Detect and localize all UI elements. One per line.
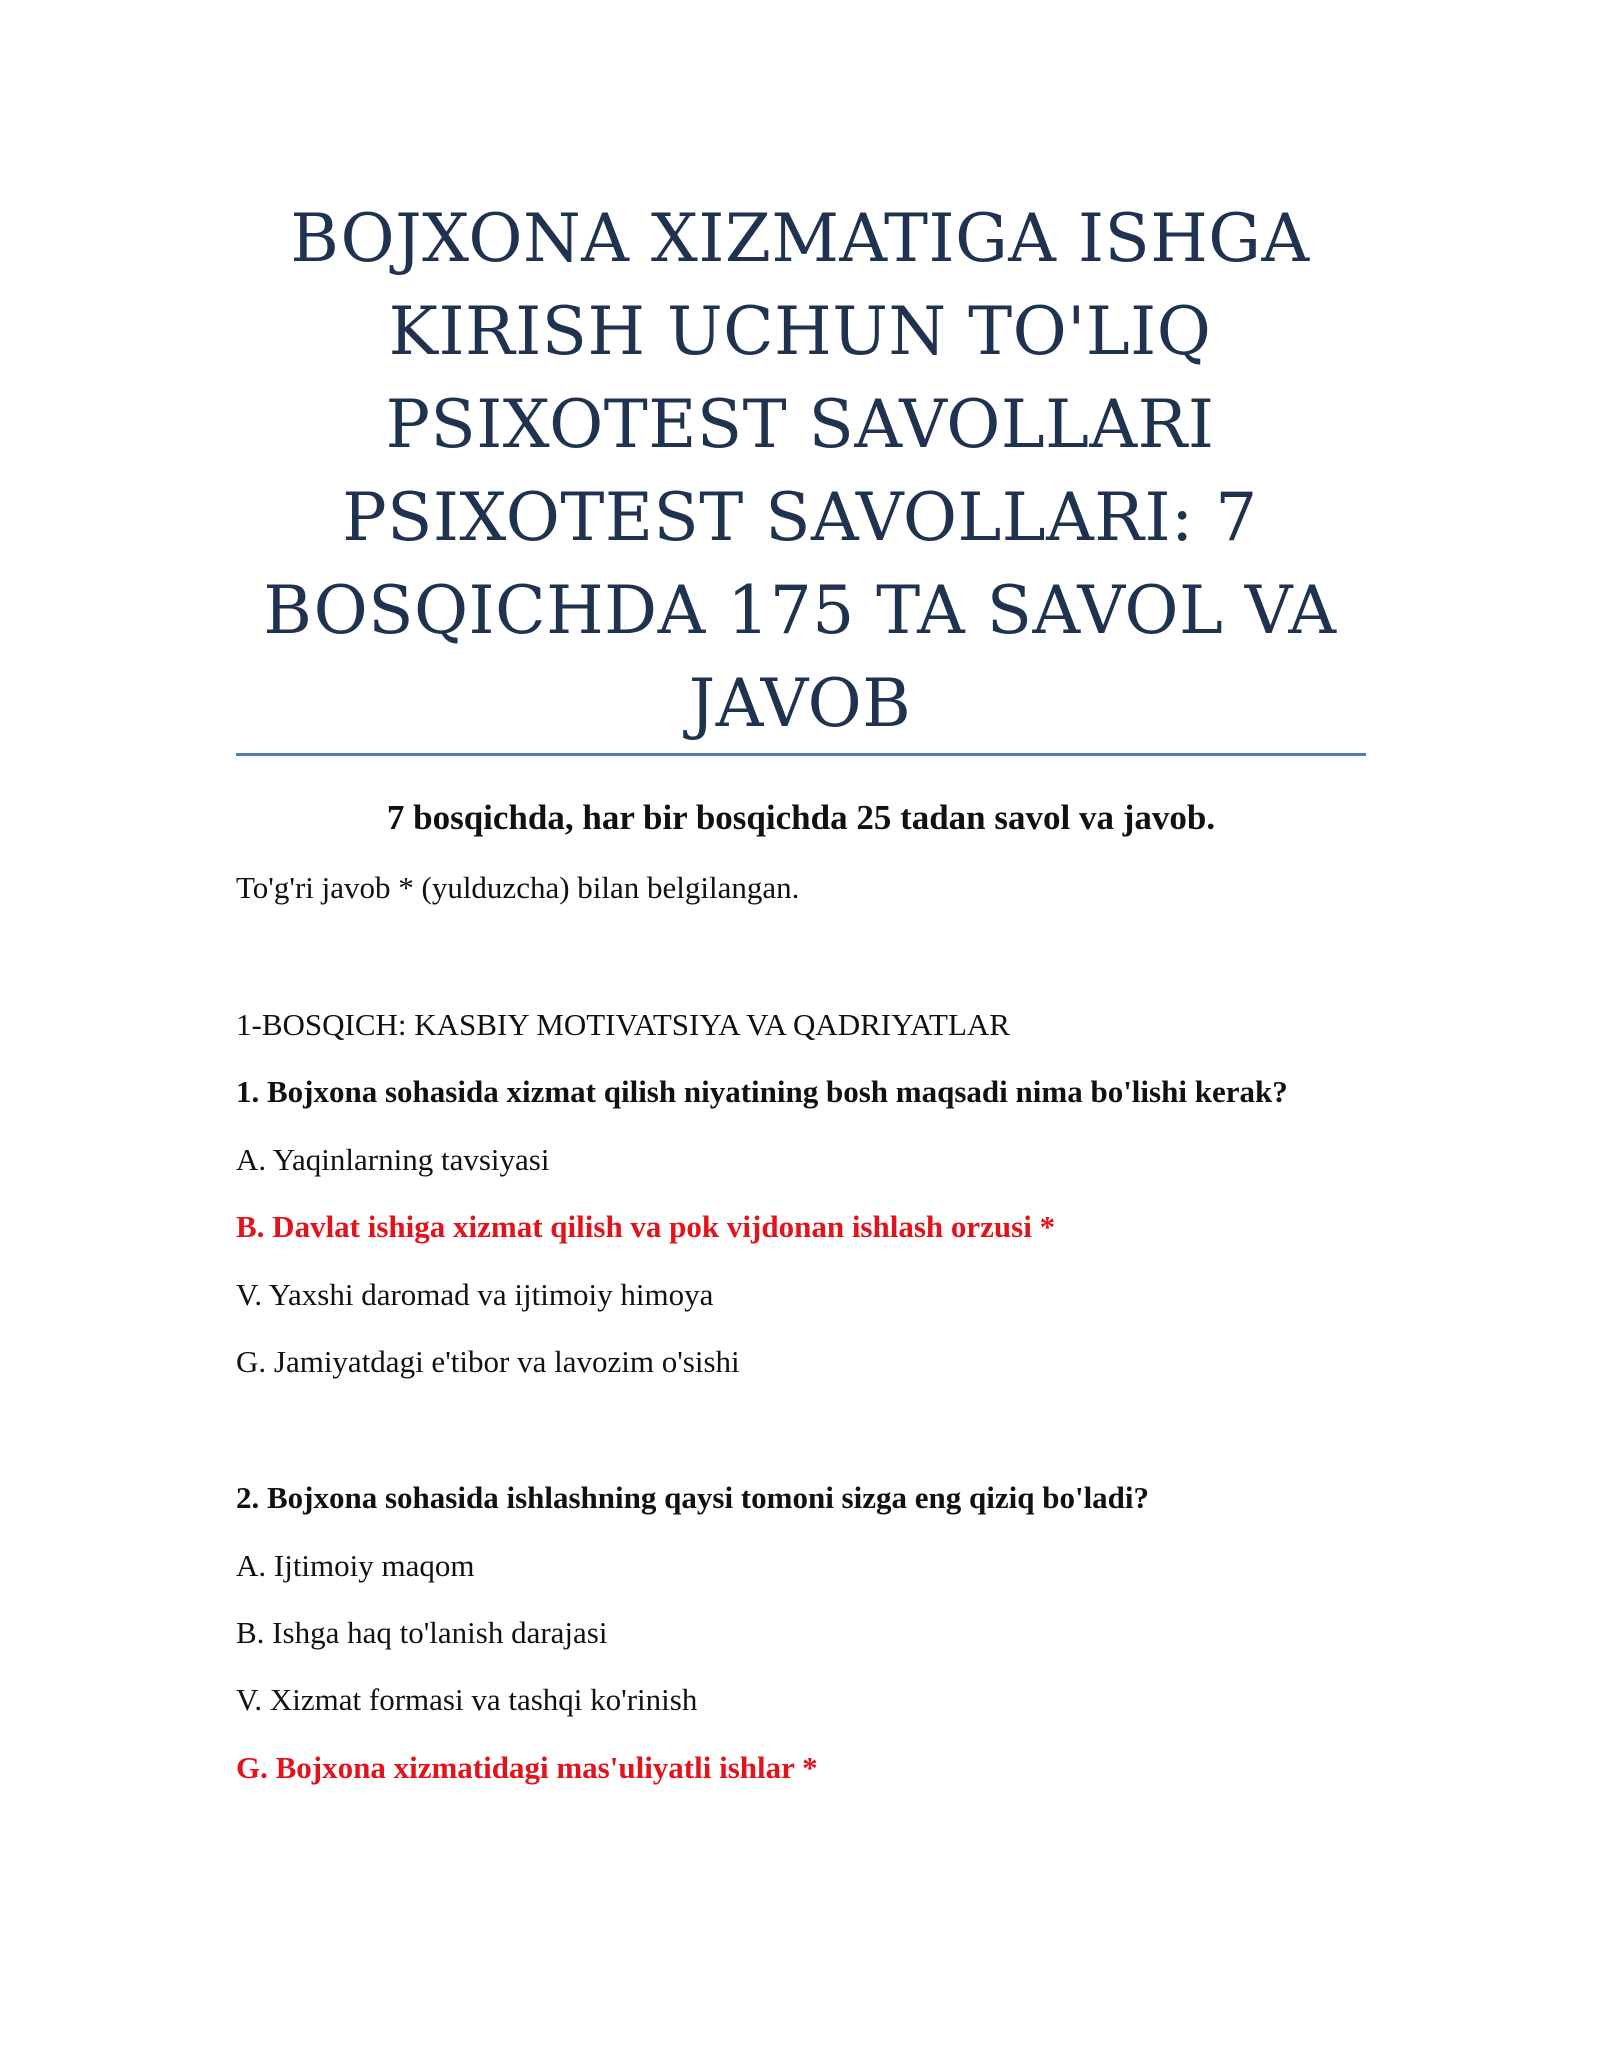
question-2-option-a: A. Ijtimoiy maqom (236, 1548, 475, 1583)
question-2: 2. Bojxona sohasida ishlashning qaysi tomoni sizga eng qiziq bo'ladi? (236, 1480, 1150, 1515)
question-1-option-a: A. Yaqinlarning tavsiyasi (236, 1142, 550, 1177)
title-line: JAVOB (688, 665, 912, 742)
question-1-option-g: G. Jamiyatdagi e'tibor va lavozim o'sishi (236, 1344, 740, 1379)
section-heading: 1-BOSQICH: KASBIY MOTIVATSIYA VA QADRIYATLAR (236, 1007, 1010, 1042)
document-title (234, 192, 1366, 750)
title-line: PSIXOTEST SAVOLLARI: 7 (342, 479, 1258, 556)
title-line: PSIXOTEST SAVOLLARI (385, 386, 1215, 463)
title-line: BOSQICHDA 175 TA SAVOL VA (263, 572, 1337, 649)
title-divider (236, 753, 1366, 756)
question-2-option-g-correct: G. Bojxona xizmatidagi mas'uliyatli ishlar * (236, 1750, 818, 1785)
title-line: BOJXONA XIZMATIGA ISHGA (290, 200, 1310, 277)
question-2-option-v: V. Xizmat formasi va tashqi ko'rinish (236, 1682, 698, 1717)
question-1: 1. Bojxona sohasida xizmat qilish niyatining bosh maqsadi nima bo'lishi kerak? (236, 1074, 1288, 1109)
question-1-option-v: V. Yaxshi daromad va ijtimoiy himoya (236, 1277, 714, 1312)
answer-key-note: To'g'ri javob * (yulduzcha) bilan belgilangan. (236, 870, 800, 905)
document-subtitle: 7 bosqichda, har bir bosqichda 25 tadan savol va javob. (386, 798, 1216, 837)
title-line: KIRISH UCHUN TO'LIQ (388, 293, 1212, 370)
question-1-option-b-correct: B. Davlat ishiga xizmat qilish va pok vijdonan ishlash orzusi * (236, 1209, 1056, 1244)
question-2-option-b: B. Ishga haq to'lanish darajasi (236, 1615, 608, 1650)
